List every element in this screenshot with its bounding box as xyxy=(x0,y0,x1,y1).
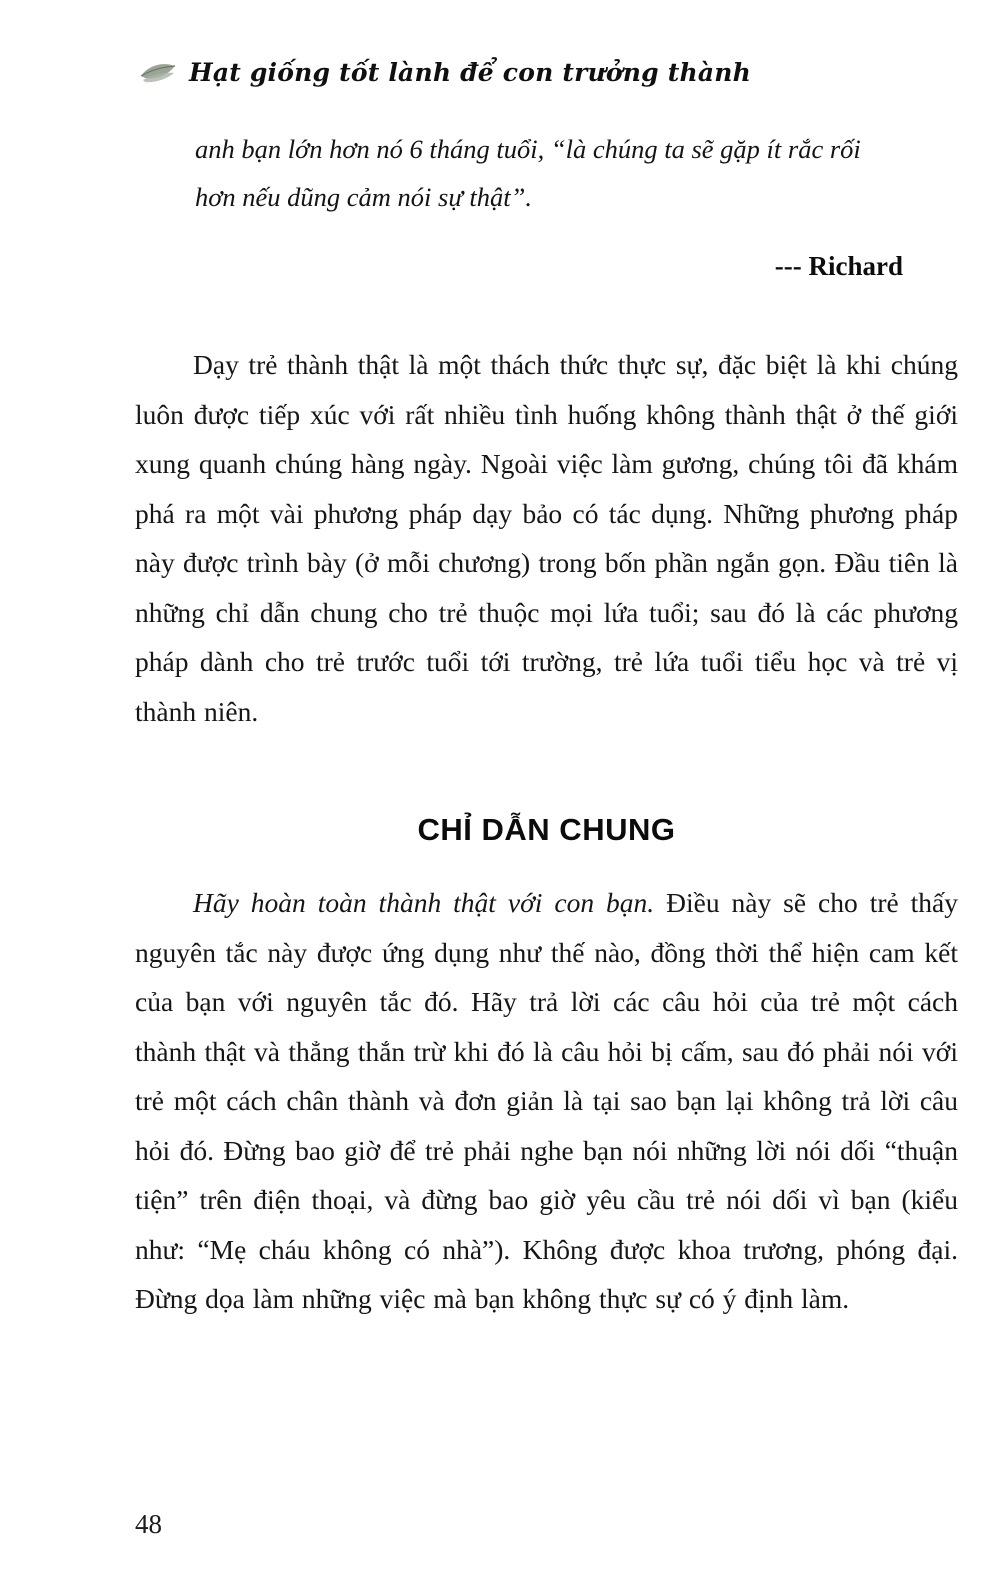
section-heading: CHỈ DẪN CHUNG xyxy=(417,812,676,847)
leaf-icon xyxy=(139,60,177,86)
paragraph-general: Dạy trẻ thành thật là một thách thức thực sự, đặc biệt là khi chúng luôn được tiếp xúc với rất nhiều tình huống không thành thật ở thế giới xung quanh chúng hàng ngày. Ngoài việc làm gương, chúng tôi đã khám phá ra một vài phương pháp dạy bảo có tác dụng. Những phương pháp này được trình bày (ở mỗi chương) trong bốn phần ngắn gọn. Đầu tiên là những chỉ dẫn chung cho trẻ thuộc mọi lứa tuổi; sau đó là các phương pháp dành cho trẻ trước tuổi tới trường, trẻ lứa tuổi tiểu học và trẻ vị thành niên. xyxy=(135,349,958,727)
quote-block xyxy=(135,125,958,282)
quote-text: anh bạn lớn hơn nó 6 tháng tuổi, “là chúng ta sẽ gặp ít rắc rối hơn nếu dũng cảm nói sự thật”. xyxy=(195,134,861,212)
quote-attribution: --- Richard xyxy=(774,251,903,281)
paragraph-lead-italic: Hãy hoàn toàn thành thật với con bạn. xyxy=(193,887,655,918)
page-number: 48 xyxy=(135,1509,162,1539)
running-header xyxy=(139,58,958,87)
running-header-title: Hạt giống tốt lành để con trưởng thành xyxy=(189,58,751,87)
paragraph-guidelines xyxy=(135,878,958,1324)
paragraph-body-text: Điều này sẽ cho trẻ thấy nguyên tắc này được ứng dụng như thế nào, đồng thời thể hiện cam kết của bạn với nguyên tắc đó. Hãy trả lời các câu hỏi của trẻ một cách thành thật và thẳng thắn trừ khi đó là câu hỏi bị cấm, sau đó phải nói với trẻ một cách chân thành và đơn giản là tại sao bạn lại không trả lời câu hỏi đó. Đừng bao giờ để trẻ phải nghe bạn nói những lời nói dối “thuận tiện” trên điện thoại, và đừng bao giờ yêu cầu trẻ nói dối vì bạn (kiểu như: “Mẹ cháu không có nhà”). Không được khoa trương, phóng đại. Đừng dọa làm những việc mà bạn không thực sự có ý định làm. xyxy=(135,887,958,1314)
